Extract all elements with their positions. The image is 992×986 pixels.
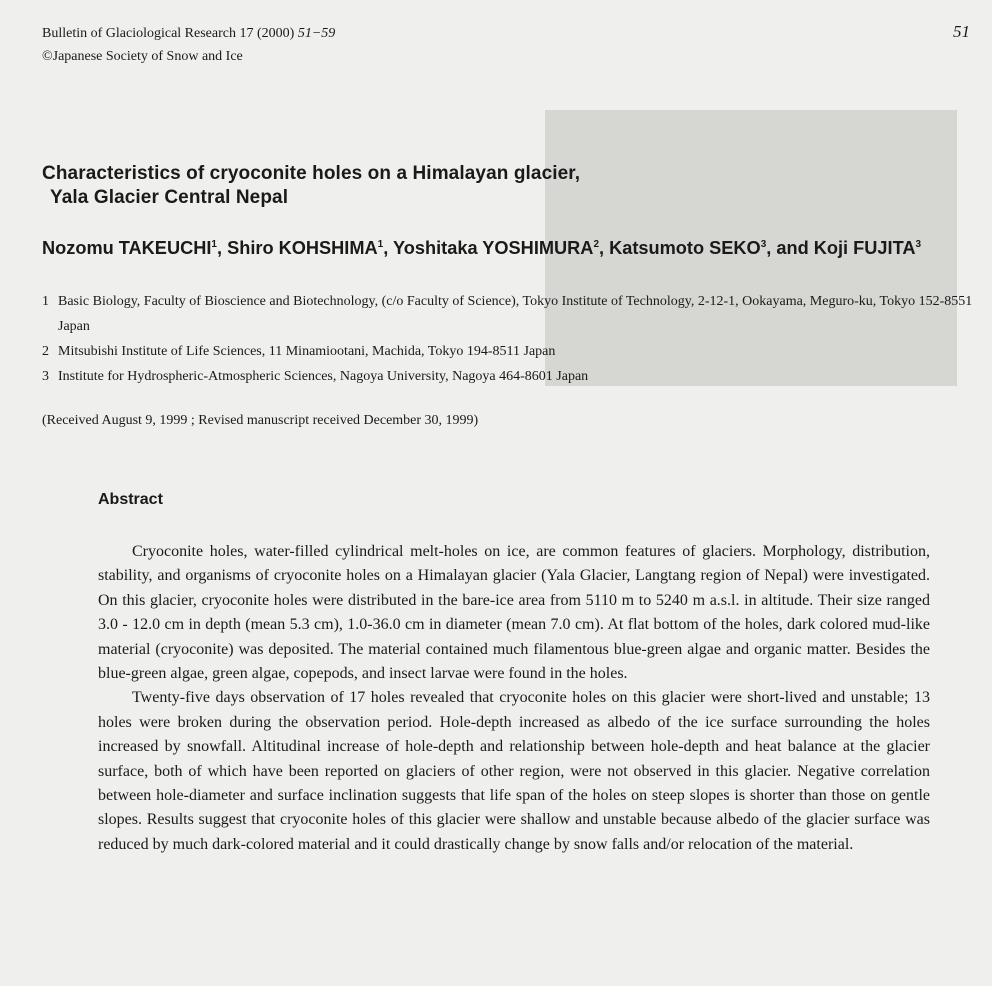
affiliation-item: [42, 339, 977, 364]
abstract-heading: Abstract: [98, 491, 163, 508]
author-name: Koji FUJITA: [813, 238, 916, 258]
author-name: Katsumoto SEKO: [609, 238, 761, 258]
abstract-paragraph: Twenty-five days observation of 17 holes revealed that cryoconite holes on this glacier were short-lived and unstable; 13 holes were broken during the observation period. Hole-depth increased as albedo of the ice surface surrounding the holes increased by snowfall. Altitudinal increase of hole-depth and relationship between hole-depth and heat balance at the glacier surface, both of which have been reported on glaciers of other region, were not observed in this glacier. Negative correlation between hole-diameter and surface inclination suggests that life span of the holes on steep slopes is shorter than those on gentle slopes. Results suggest that cryoconite holes of this glacier were shallow and unstable because albedo of the glacier surface was reduced by much dark-colored material and it could drastically change by snow falls and/or relocation of the material.: [98, 689, 930, 853]
copyright-line: ©Japanese Society of Snow and Ice: [42, 49, 243, 64]
author-affiliation-mark: 3: [915, 238, 922, 250]
affiliation-item: [42, 364, 977, 389]
affiliation-number: 3: [42, 369, 49, 384]
affiliation-number: 1: [42, 294, 49, 309]
author-name: Shiro KOHSHIMA: [227, 238, 378, 258]
author-affiliation-mark: 1: [211, 238, 217, 250]
abstract-paragraph: Cryoconite holes, water-filled cylindrical melt-holes on ice, are common features of glaciers. Morphology, distribution, stability, and organisms of cryoconite holes on a Himalayan glacier (Yala Glacier, Langtang region of Nepal) were investigated. On this glacier, cryoconite holes were distributed in the bare-ice area from 5110 m to 5240 m a.s.l. in altitude. Their size ranged 3.0 - 12.0 cm in depth (mean 5.3 cm), 1.0-36.0 cm in diameter (mean 7.0 cm). At flat bottom of the holes, dark colored mud-like material (cryoconite) was deposited. The material contained much filamentous blue-green algae and organic matter. Besides the blue-green algae, green algae, copepods, and insect larvae were found in the holes.: [98, 543, 930, 683]
author-affiliation-mark: 2: [593, 238, 599, 250]
author-affiliation-mark: 1: [377, 238, 384, 250]
page-range: 51−59: [297, 26, 336, 41]
page-number: 51: [953, 22, 970, 41]
affiliation-item: [42, 289, 977, 339]
author-name: Nozomu TAKEUCHI: [42, 238, 212, 258]
affiliation-number: 2: [42, 344, 49, 359]
paper-title: [42, 162, 580, 210]
author-affiliation-mark: 3: [760, 238, 767, 250]
author-list: Nozomu TAKEUCHI$^1$, Shiro KOHSHIMA$^1$, Yoshitaka YOSHIMURA$^2$, Katsumoto SEKO$^3$, and Koji FUJITA$^3$: [42, 238, 922, 258]
abstract-body: [98, 540, 930, 857]
journal-header: [42, 22, 335, 68]
affiliation-text: Mitsubishi Institute of Life Sciences, 11 Minamiootani, Machida, Tokyo 194-8511 Japan: [58, 344, 556, 359]
author-name: Yoshitaka YOSHIMURA: [392, 238, 594, 258]
affiliation-text: Institute for Hydrospheric-Atmospheric Sciences, Nagoya University, Nagoya 464-8601 Japan: [58, 369, 589, 384]
journal-citation: [42, 22, 335, 45]
title-line-1: Characteristics of cryoconite holes on a Himalayan glacier,: [42, 163, 581, 184]
title-line-2: Yala Glacier Central Nepal: [50, 187, 289, 208]
received-dates: (Received August 9, 1999 ; Revised manuscript received December 30, 1999): [42, 413, 479, 428]
affiliation-list: [42, 289, 977, 389]
journal-line: Bulletin of Glaciological Research 17 (2000): [42, 26, 295, 41]
affiliation-text: Basic Biology, Faculty of Bioscience and Biotechnology, (c/o Faculty of Science), Tokyo Institute of Technology, 2-12-1, Ookayama, Meguro-ku, Tokyo 152-8551 Japan: [58, 294, 973, 334]
